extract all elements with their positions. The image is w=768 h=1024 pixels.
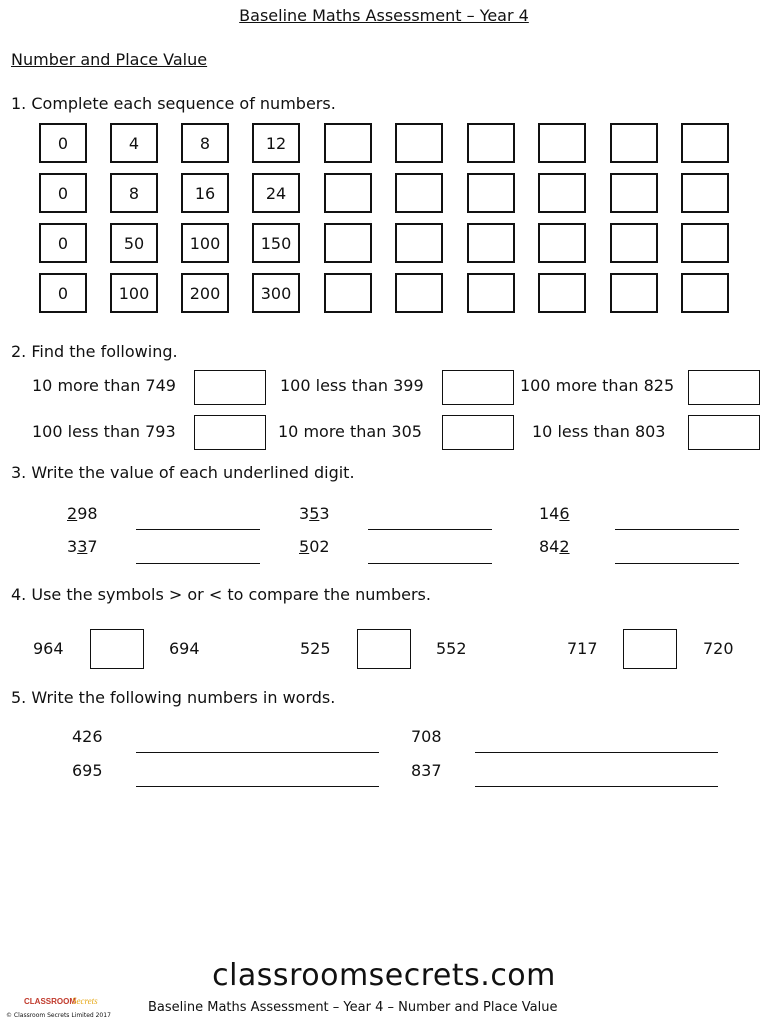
sequence-box: 300 [252, 273, 300, 313]
sequence-box: 0 [39, 273, 87, 313]
sequence-box: 150 [252, 223, 300, 263]
sequence-box: 16 [181, 173, 229, 213]
brand-url: classroomsecrets.com [212, 958, 556, 993]
sequence-box[interactable] [395, 123, 443, 163]
q4-symbol-box-3[interactable] [623, 629, 677, 669]
q2-answer-box-6[interactable] [688, 415, 760, 450]
footer-subtitle: Baseline Maths Assessment – Year 4 – Number and Place Value [148, 1000, 558, 1015]
sequence-box: 8 [110, 173, 158, 213]
sequence-box[interactable] [467, 123, 515, 163]
sequence-box[interactable] [395, 223, 443, 263]
sequence-box: 0 [39, 123, 87, 163]
sequence-box[interactable] [467, 223, 515, 263]
q4-left-number-1: 964 [33, 639, 64, 658]
q2-answer-box-5[interactable] [442, 415, 514, 450]
sequence-box[interactable] [324, 223, 372, 263]
sequence-box[interactable] [681, 123, 729, 163]
q3-answer-line-1[interactable] [136, 529, 260, 530]
sequence-box: 4 [110, 123, 158, 163]
sequence-box[interactable] [324, 123, 372, 163]
sequence-box[interactable] [324, 173, 372, 213]
question-4-prompt: 4. Use the symbols > or < to compare the numbers. [11, 585, 431, 604]
sequence-box: 200 [181, 273, 229, 313]
sequence-box[interactable] [395, 273, 443, 313]
q3-answer-line-5[interactable] [368, 563, 492, 564]
sequence-box: 24 [252, 173, 300, 213]
q2-item-2: 100 less than 399 [280, 376, 424, 395]
section-title: Number and Place Value [11, 50, 208, 69]
sequence-box[interactable] [538, 273, 586, 313]
sequence-box[interactable] [610, 173, 658, 213]
q2-item-1: 10 more than 749 [32, 376, 176, 395]
q5-number-4: 837 [411, 761, 442, 780]
q3-number-4: 337 [67, 537, 98, 556]
sequence-box[interactable] [681, 223, 729, 263]
q3-number-6: 842 [539, 537, 570, 556]
copyright: © Classroom Secrets Limited 2017 [6, 1012, 111, 1019]
q2-item-6: 10 less than 803 [532, 422, 666, 441]
question-5-prompt: 5. Write the following numbers in words. [11, 688, 336, 707]
q3-number-3: 146 [539, 504, 570, 523]
q2-answer-box-1[interactable] [194, 370, 266, 405]
q5-answer-line-3[interactable] [136, 786, 379, 787]
sequence-box[interactable] [610, 223, 658, 263]
q2-item-5: 10 more than 305 [278, 422, 422, 441]
q4-left-number-3: 717 [567, 639, 598, 658]
sequence-box[interactable] [395, 173, 443, 213]
sequence-box: 0 [39, 223, 87, 263]
svg-text:Secrets: Secrets [72, 996, 98, 1006]
sequence-box[interactable] [681, 173, 729, 213]
q2-answer-box-3[interactable] [688, 370, 760, 405]
sequence-box[interactable] [467, 173, 515, 213]
q4-right-number-1: 694 [169, 639, 200, 658]
q4-right-number-3: 720 [703, 639, 734, 658]
sequence-box[interactable] [538, 173, 586, 213]
q3-answer-line-3[interactable] [615, 529, 739, 530]
sequence-box: 8 [181, 123, 229, 163]
question-3-prompt: 3. Write the value of each underlined digit. [11, 463, 355, 482]
q2-answer-box-4[interactable] [194, 415, 266, 450]
q5-number-3: 695 [72, 761, 103, 780]
sequence-box[interactable] [467, 273, 515, 313]
q2-item-4: 100 less than 793 [32, 422, 176, 441]
q5-number-2: 708 [411, 727, 442, 746]
page-title: Baseline Maths Assessment – Year 4 [239, 6, 529, 25]
sequence-box[interactable] [610, 273, 658, 313]
q5-answer-line-1[interactable] [136, 752, 379, 753]
q5-number-1: 426 [72, 727, 103, 746]
q3-number-5: 502 [299, 537, 330, 556]
q4-left-number-2: 525 [300, 639, 331, 658]
sequence-box: 12 [252, 123, 300, 163]
q2-item-3: 100 more than 825 [520, 376, 675, 395]
q5-answer-line-4[interactable] [475, 786, 718, 787]
svg-text:CLASSROOM: CLASSROOM [24, 997, 76, 1006]
sequence-box: 0 [39, 173, 87, 213]
classroom-secrets-logo [22, 992, 104, 1010]
q4-symbol-box-2[interactable] [357, 629, 411, 669]
q3-number-2: 353 [299, 504, 330, 523]
sequence-box[interactable] [324, 273, 372, 313]
q3-answer-line-4[interactable] [136, 563, 260, 564]
question-2-prompt: 2. Find the following. [11, 342, 178, 361]
sequence-box[interactable] [538, 123, 586, 163]
q3-answer-line-6[interactable] [615, 563, 739, 564]
sequence-box: 100 [181, 223, 229, 263]
q4-symbol-box-1[interactable] [90, 629, 144, 669]
sequence-box: 50 [110, 223, 158, 263]
q2-answer-box-2[interactable] [442, 370, 514, 405]
sequence-box[interactable] [538, 223, 586, 263]
sequence-box: 100 [110, 273, 158, 313]
sequence-box[interactable] [681, 273, 729, 313]
q3-answer-line-2[interactable] [368, 529, 492, 530]
q4-right-number-2: 552 [436, 639, 467, 658]
sequence-box[interactable] [610, 123, 658, 163]
q3-number-1: 298 [67, 504, 98, 523]
q5-answer-line-2[interactable] [475, 752, 718, 753]
question-1-prompt: 1. Complete each sequence of numbers. [11, 94, 336, 113]
